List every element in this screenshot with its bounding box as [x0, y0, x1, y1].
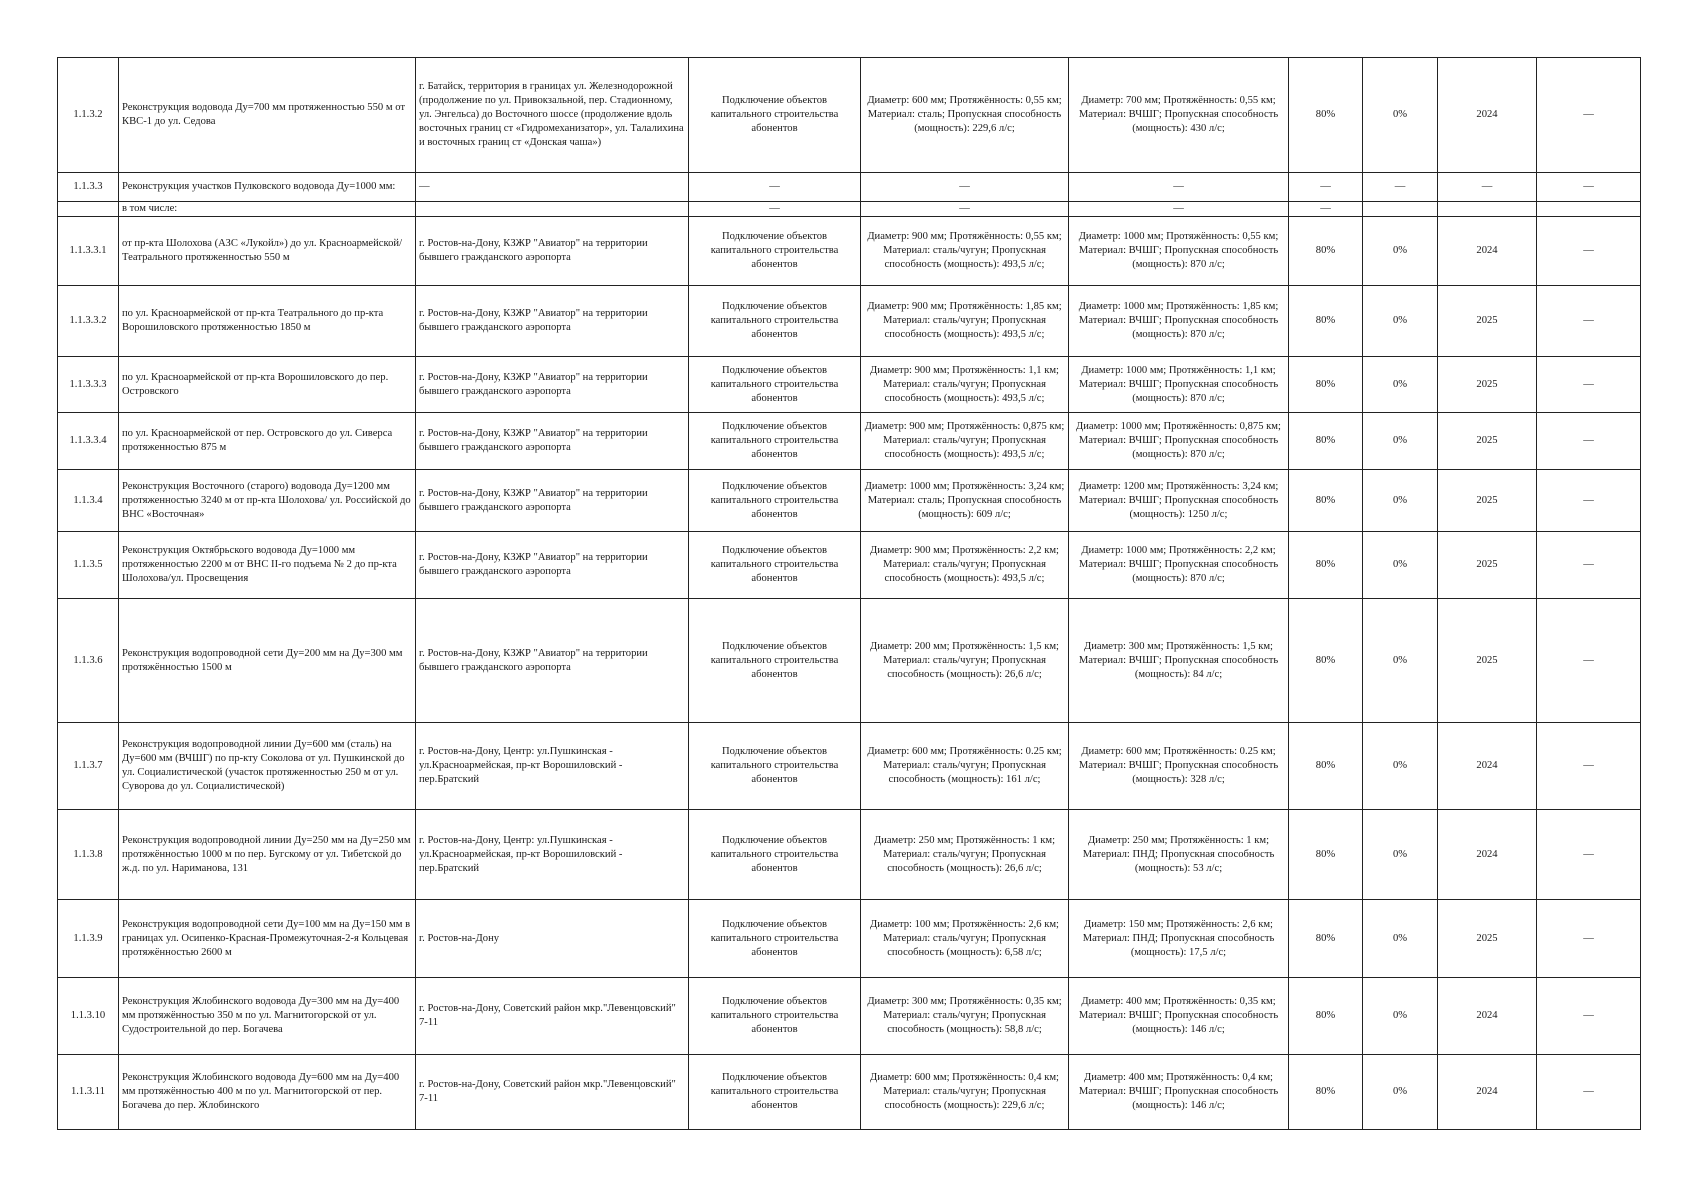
year-cell: 2025 [1438, 900, 1537, 978]
params-after-cell: Диаметр: 700 мм; Протяжённость: 0,55 км; Материал: ВЧШГ; Пропускная способность (мощность): 430 л/с; [1069, 58, 1289, 173]
percent-1-cell: 80% [1289, 217, 1363, 286]
table-row [58, 202, 1641, 217]
last-column-cell: — [1537, 978, 1641, 1055]
table-row [58, 723, 1641, 810]
last-column-cell: — [1537, 810, 1641, 900]
table-row [58, 470, 1641, 532]
project-name-cell: Реконструкция Восточного (старого) водовода Ду=1200 мм протяженностью 3240 м от пр-кта Шолохова/ ул. Российской до ВНС «Восточная» [119, 470, 416, 532]
table-row [58, 978, 1641, 1055]
project-location-cell: г. Ростов-на-Дону, КЗЖР "Авиатор" на территории бывшего гражданского аэропорта [416, 217, 689, 286]
year-cell [1438, 202, 1537, 217]
params-before-cell: Диаметр: 300 мм; Протяжённость: 0,35 км; Материал: сталь/чугун; Пропускная способность (мощность): 58,8 л/с; [861, 978, 1069, 1055]
project-purpose-cell: Подключение объектов капитального строительства абонентов [689, 900, 861, 978]
row-number-cell: 1.1.3.6 [58, 599, 119, 723]
percent-1-cell: — [1289, 173, 1363, 202]
percent-1-cell: 80% [1289, 978, 1363, 1055]
project-name-cell: по ул. Красноармейской от пер. Островского до ул. Сиверса протяженностью 875 м [119, 413, 416, 470]
percent-2-cell: 0% [1363, 217, 1438, 286]
investment-program-table [57, 57, 1641, 1130]
year-cell: 2024 [1438, 217, 1537, 286]
project-name-cell: Реконструкция водопроводной сети Ду=100 мм на Ду=150 мм в границах ул. Осипенко-Красная-Промежуточная-2-я Кольцевая протяжённостью 2600 м [119, 900, 416, 978]
params-before-cell: Диаметр: 900 мм; Протяжённость: 2,2 км; Материал: сталь/чугун; Пропускная способность (мощность): 493,5 л/с; [861, 532, 1069, 599]
params-before-cell: Диаметр: 900 мм; Протяжённость: 1,1 км; Материал: сталь/чугун; Пропускная способность (мощность): 493,5 л/с; [861, 357, 1069, 413]
project-purpose-cell: Подключение объектов капитального строительства абонентов [689, 58, 861, 173]
params-after-cell: Диаметр: 1000 мм; Протяжённость: 0,55 км; Материал: ВЧШГ; Пропускная способность (мощность): 870 л/с; [1069, 217, 1289, 286]
percent-1-cell: 80% [1289, 900, 1363, 978]
percent-2-cell: 0% [1363, 599, 1438, 723]
last-column-cell: — [1537, 723, 1641, 810]
params-after-cell: Диаметр: 150 мм; Протяжённость: 2,6 км; Материал: ПНД; Пропускная способность (мощность): 17,5 л/с; [1069, 900, 1289, 978]
last-column-cell: — [1537, 173, 1641, 202]
project-name-cell: Реконструкция Жлобинского водовода Ду=300 мм на Ду=400 мм протяжённостью 350 м по ул. Магнитогорской от ул. Судостроительной до пер. Богачева [119, 978, 416, 1055]
percent-2-cell: 0% [1363, 978, 1438, 1055]
last-column-cell: — [1537, 1055, 1641, 1130]
year-cell: 2025 [1438, 413, 1537, 470]
table-row [58, 900, 1641, 978]
row-number-cell: 1.1.3.3.4 [58, 413, 119, 470]
params-before-cell: Диаметр: 600 мм; Протяжённость: 0.25 км; Материал: сталь/чугун; Пропускная способность (мощность): 161 л/с; [861, 723, 1069, 810]
percent-1-cell: 80% [1289, 286, 1363, 357]
project-name-cell: Реконструкция водопроводной линии Ду=250 мм на Ду=250 мм протяжённостью 1000 м по пер. Бугскому от ул. Тибетской до ж.д. по ул. Нариманова, 131 [119, 810, 416, 900]
year-cell: — [1438, 173, 1537, 202]
percent-2-cell: 0% [1363, 470, 1438, 532]
last-column-cell: — [1537, 470, 1641, 532]
year-cell: 2024 [1438, 978, 1537, 1055]
params-after-cell: Диаметр: 1200 мм; Протяжённость: 3,24 км; Материал: ВЧШГ; Пропускная способность (мощность): 1250 л/с; [1069, 470, 1289, 532]
row-number-cell: 1.1.3.9 [58, 900, 119, 978]
last-column-cell: — [1537, 286, 1641, 357]
table-row [58, 810, 1641, 900]
row-number-cell: 1.1.3.3.1 [58, 217, 119, 286]
year-cell: 2024 [1438, 723, 1537, 810]
project-purpose-cell: — [689, 202, 861, 217]
project-purpose-cell: — [689, 173, 861, 202]
project-purpose-cell: Подключение объектов капитального строительства абонентов [689, 470, 861, 532]
percent-2-cell: — [1363, 173, 1438, 202]
year-cell: 2024 [1438, 1055, 1537, 1130]
project-name-cell: Реконструкция водовода Ду=700 мм протяженностью 550 м от КВС-1 до ул. Седова [119, 58, 416, 173]
params-before-cell: — [861, 202, 1069, 217]
project-name-cell: от пр-кта Шолохова (АЗС «Лукойл») до ул. Красноармейской/Театрального протяженностью 550 м [119, 217, 416, 286]
last-column-cell: — [1537, 599, 1641, 723]
params-after-cell: — [1069, 173, 1289, 202]
project-purpose-cell: Подключение объектов капитального строительства абонентов [689, 810, 861, 900]
table-row [58, 173, 1641, 202]
percent-1-cell: 80% [1289, 413, 1363, 470]
project-location-cell: г. Ростов-на-Дону, КЗЖР "Авиатор" на территории бывшего гражданского аэропорта [416, 413, 689, 470]
params-after-cell: Диаметр: 600 мм; Протяжённость: 0.25 км; Материал: ВЧШГ; Пропускная способность (мощность): 328 л/с; [1069, 723, 1289, 810]
row-number-cell: 1.1.3.4 [58, 470, 119, 532]
percent-2-cell: 0% [1363, 532, 1438, 599]
project-location-cell: г. Ростов-на-Дону [416, 900, 689, 978]
params-after-cell: Диаметр: 1000 мм; Протяжённость: 1,85 км; Материал: ВЧШГ; Пропускная способность (мощность): 870 л/с; [1069, 286, 1289, 357]
row-number-cell: 1.1.3.11 [58, 1055, 119, 1130]
project-location-cell: — [416, 173, 689, 202]
params-after-cell: — [1069, 202, 1289, 217]
project-location-cell: г. Ростов-на-Дону, КЗЖР "Авиатор" на территории бывшего гражданского аэропорта [416, 470, 689, 532]
percent-1-cell: 80% [1289, 599, 1363, 723]
params-after-cell: Диаметр: 300 мм; Протяжённость: 1,5 км; Материал: ВЧШГ; Пропускная способность (мощность): 84 л/с; [1069, 599, 1289, 723]
row-number-cell [58, 202, 119, 217]
project-location-cell: г. Ростов-на-Дону, КЗЖР "Авиатор" на территории бывшего гражданского аэропорта [416, 286, 689, 357]
params-before-cell: Диаметр: 250 мм; Протяжённость: 1 км; Материал: сталь/чугун; Пропускная способность (мощность): 26,6 л/с; [861, 810, 1069, 900]
year-cell: 2025 [1438, 357, 1537, 413]
project-location-cell [416, 202, 689, 217]
year-cell: 2025 [1438, 599, 1537, 723]
percent-2-cell: 0% [1363, 357, 1438, 413]
last-column-cell: — [1537, 532, 1641, 599]
table-row [58, 413, 1641, 470]
project-purpose-cell: Подключение объектов капитального строительства абонентов [689, 357, 861, 413]
project-purpose-cell: Подключение объектов капитального строительства абонентов [689, 978, 861, 1055]
percent-1-cell: 80% [1289, 357, 1363, 413]
year-cell: 2025 [1438, 286, 1537, 357]
project-purpose-cell: Подключение объектов капитального строительства абонентов [689, 723, 861, 810]
percent-2-cell: 0% [1363, 900, 1438, 978]
params-after-cell: Диаметр: 250 мм; Протяжённость: 1 км; Материал: ПНД; Пропускная способность (мощность): 53 л/с; [1069, 810, 1289, 900]
year-cell: 2025 [1438, 470, 1537, 532]
row-number-cell: 1.1.3.3.3 [58, 357, 119, 413]
row-number-cell: 1.1.3.8 [58, 810, 119, 900]
project-location-cell: г. Ростов-на-Дону, Центр: ул.Пушкинская - ул.Красноармейская, пр-кт Ворошиловский - пер.Братский [416, 723, 689, 810]
table-row [58, 58, 1641, 173]
last-column-cell: — [1537, 900, 1641, 978]
percent-2-cell: 0% [1363, 810, 1438, 900]
project-name-cell: по ул. Красноармейской от пр-кта Ворошиловского до пер. Островского [119, 357, 416, 413]
project-name-cell: Реконструкция Октябрьского водовода Ду=1000 мм протяженностью 2200 м от ВНС II-го подъема № 2 до пр-кта Шолохова/ул. Просвещения [119, 532, 416, 599]
params-before-cell: Диаметр: 900 мм; Протяжённость: 1,85 км; Материал: сталь/чугун; Пропускная способность (мощность): 493,5 л/с; [861, 286, 1069, 357]
project-purpose-cell: Подключение объектов капитального строительства абонентов [689, 413, 861, 470]
table-row [58, 1055, 1641, 1130]
params-before-cell: Диаметр: 200 мм; Протяжённость: 1,5 км; Материал: сталь/чугун; Пропускная способность (мощность): 26,6 л/с; [861, 599, 1069, 723]
percent-2-cell: 0% [1363, 58, 1438, 173]
row-number-cell: 1.1.3.3.2 [58, 286, 119, 357]
table-row [58, 532, 1641, 599]
project-name-cell: по ул. Красноармейской от пр-кта Театрального до пр-кта Ворошиловского протяженностью 1850 м [119, 286, 416, 357]
project-purpose-cell: Подключение объектов капитального строительства абонентов [689, 599, 861, 723]
project-purpose-cell: Подключение объектов капитального строительства абонентов [689, 286, 861, 357]
project-location-cell: г. Ростов-на-Дону, КЗЖР "Авиатор" на территории бывшего гражданского аэропорта [416, 599, 689, 723]
year-cell: 2024 [1438, 58, 1537, 173]
table-row [58, 286, 1641, 357]
percent-1-cell: 80% [1289, 58, 1363, 173]
project-purpose-cell: Подключение объектов капитального строительства абонентов [689, 1055, 861, 1130]
last-column-cell: — [1537, 413, 1641, 470]
row-number-cell: 1.1.3.7 [58, 723, 119, 810]
table-row [58, 599, 1641, 723]
project-name-cell: Реконструкция Жлобинского водовода Ду=600 мм на Ду=400 мм протяжённостью 400 м по ул. Магнитогорской от пер. Богачева до пер. Жлобинского [119, 1055, 416, 1130]
percent-1-cell: 80% [1289, 723, 1363, 810]
percent-1-cell: 80% [1289, 1055, 1363, 1130]
row-number-cell: 1.1.3.3 [58, 173, 119, 202]
project-location-cell: г. Ростов-на-Дону, КЗЖР "Авиатор" на территории бывшего гражданского аэропорта [416, 532, 689, 599]
table-body [58, 58, 1641, 1130]
project-purpose-cell: Подключение объектов капитального строительства абонентов [689, 217, 861, 286]
year-cell: 2024 [1438, 810, 1537, 900]
params-before-cell: Диаметр: 600 мм; Протяжённость: 0,4 км; Материал: сталь/чугун; Пропускная способность (мощность): 229,6 л/с; [861, 1055, 1069, 1130]
percent-2-cell: 0% [1363, 723, 1438, 810]
project-name-cell: Реконструкция участков Пулковского водовода Ду=1000 мм: [119, 173, 416, 202]
project-name-cell: в том числе: [119, 202, 416, 217]
params-before-cell: Диаметр: 100 мм; Протяжённость: 2,6 км; Материал: сталь/чугун; Пропускная способность (мощность): 6,58 л/с; [861, 900, 1069, 978]
row-number-cell: 1.1.3.2 [58, 58, 119, 173]
project-location-cell: г. Ростов-на-Дону, Советский район мкр."Левенцовский" 7-11 [416, 1055, 689, 1130]
last-column-cell: — [1537, 357, 1641, 413]
project-location-cell: г. Ростов-на-Дону, Центр: ул.Пушкинская - ул.Красноармейская, пр-кт Ворошиловский - пер.Братский [416, 810, 689, 900]
table-row [58, 357, 1641, 413]
params-before-cell: Диаметр: 900 мм; Протяжённость: 0,875 км; Материал: сталь/чугун; Пропускная способность (мощность): 493,5 л/с; [861, 413, 1069, 470]
project-purpose-cell: Подключение объектов капитального строительства абонентов [689, 532, 861, 599]
percent-1-cell: 80% [1289, 532, 1363, 599]
percent-1-cell: — [1289, 202, 1363, 217]
table-row [58, 217, 1641, 286]
percent-2-cell: 0% [1363, 413, 1438, 470]
project-location-cell: г. Батайск, территория в границах ул. Железнодорожной (продолжение по ул. Привокзальной, пер. Стадионному, ул. Энгельса) до Восточного шоссе (продолжение вдоль восточных границ ст «Гидромеханизатор», ул. Талалихина и восточных границ ст «Донская чаша») [416, 58, 689, 173]
project-name-cell: Реконструкция водопроводной линии Ду=600 мм (сталь) на Ду=600 мм (ВЧШГ) по пр-кту Соколова от ул. Пушкинской до ул. Социалистической (участок протяженностью 250 м от ул. Суворова до ул. Социалистической) [119, 723, 416, 810]
project-location-cell: г. Ростов-на-Дону, КЗЖР "Авиатор" на территории бывшего гражданского аэропорта [416, 357, 689, 413]
last-column-cell: — [1537, 217, 1641, 286]
params-after-cell: Диаметр: 1000 мм; Протяжённость: 2,2 км; Материал: ВЧШГ; Пропускная способность (мощность): 870 л/с; [1069, 532, 1289, 599]
params-before-cell: — [861, 173, 1069, 202]
params-after-cell: Диаметр: 400 мм; Протяжённость: 0,35 км; Материал: ВЧШГ; Пропускная способность (мощность): 146 л/с; [1069, 978, 1289, 1055]
last-column-cell [1537, 202, 1641, 217]
project-location-cell: г. Ростов-на-Дону, Советский район мкр."Левенцовский" 7-11 [416, 978, 689, 1055]
row-number-cell: 1.1.3.10 [58, 978, 119, 1055]
params-before-cell: Диаметр: 600 мм; Протяжённость: 0,55 км; Материал: сталь; Пропускная способность (мощность): 229,6 л/с; [861, 58, 1069, 173]
year-cell: 2025 [1438, 532, 1537, 599]
percent-2-cell: 0% [1363, 1055, 1438, 1130]
params-before-cell: Диаметр: 900 мм; Протяжённость: 0,55 км; Материал: сталь/чугун; Пропускная способность (мощность): 493,5 л/с; [861, 217, 1069, 286]
percent-1-cell: 80% [1289, 810, 1363, 900]
percent-2-cell [1363, 202, 1438, 217]
params-after-cell: Диаметр: 1000 мм; Протяжённость: 1,1 км; Материал: ВЧШГ; Пропускная способность (мощность): 870 л/с; [1069, 357, 1289, 413]
project-name-cell: Реконструкция водопроводной сети Ду=200 мм на Ду=300 мм протяжённостью 1500 м [119, 599, 416, 723]
row-number-cell: 1.1.3.5 [58, 532, 119, 599]
last-column-cell: — [1537, 58, 1641, 173]
params-after-cell: Диаметр: 400 мм; Протяжённость: 0,4 км; Материал: ВЧШГ; Пропускная способность (мощность): 146 л/с; [1069, 1055, 1289, 1130]
percent-1-cell: 80% [1289, 470, 1363, 532]
params-after-cell: Диаметр: 1000 мм; Протяжённость: 0,875 км; Материал: ВЧШГ; Пропускная способность (мощность): 870 л/с; [1069, 413, 1289, 470]
percent-2-cell: 0% [1363, 286, 1438, 357]
params-before-cell: Диаметр: 1000 мм; Протяжённость: 3,24 км; Материал: сталь; Пропускная способность (мощность): 609 л/с; [861, 470, 1069, 532]
